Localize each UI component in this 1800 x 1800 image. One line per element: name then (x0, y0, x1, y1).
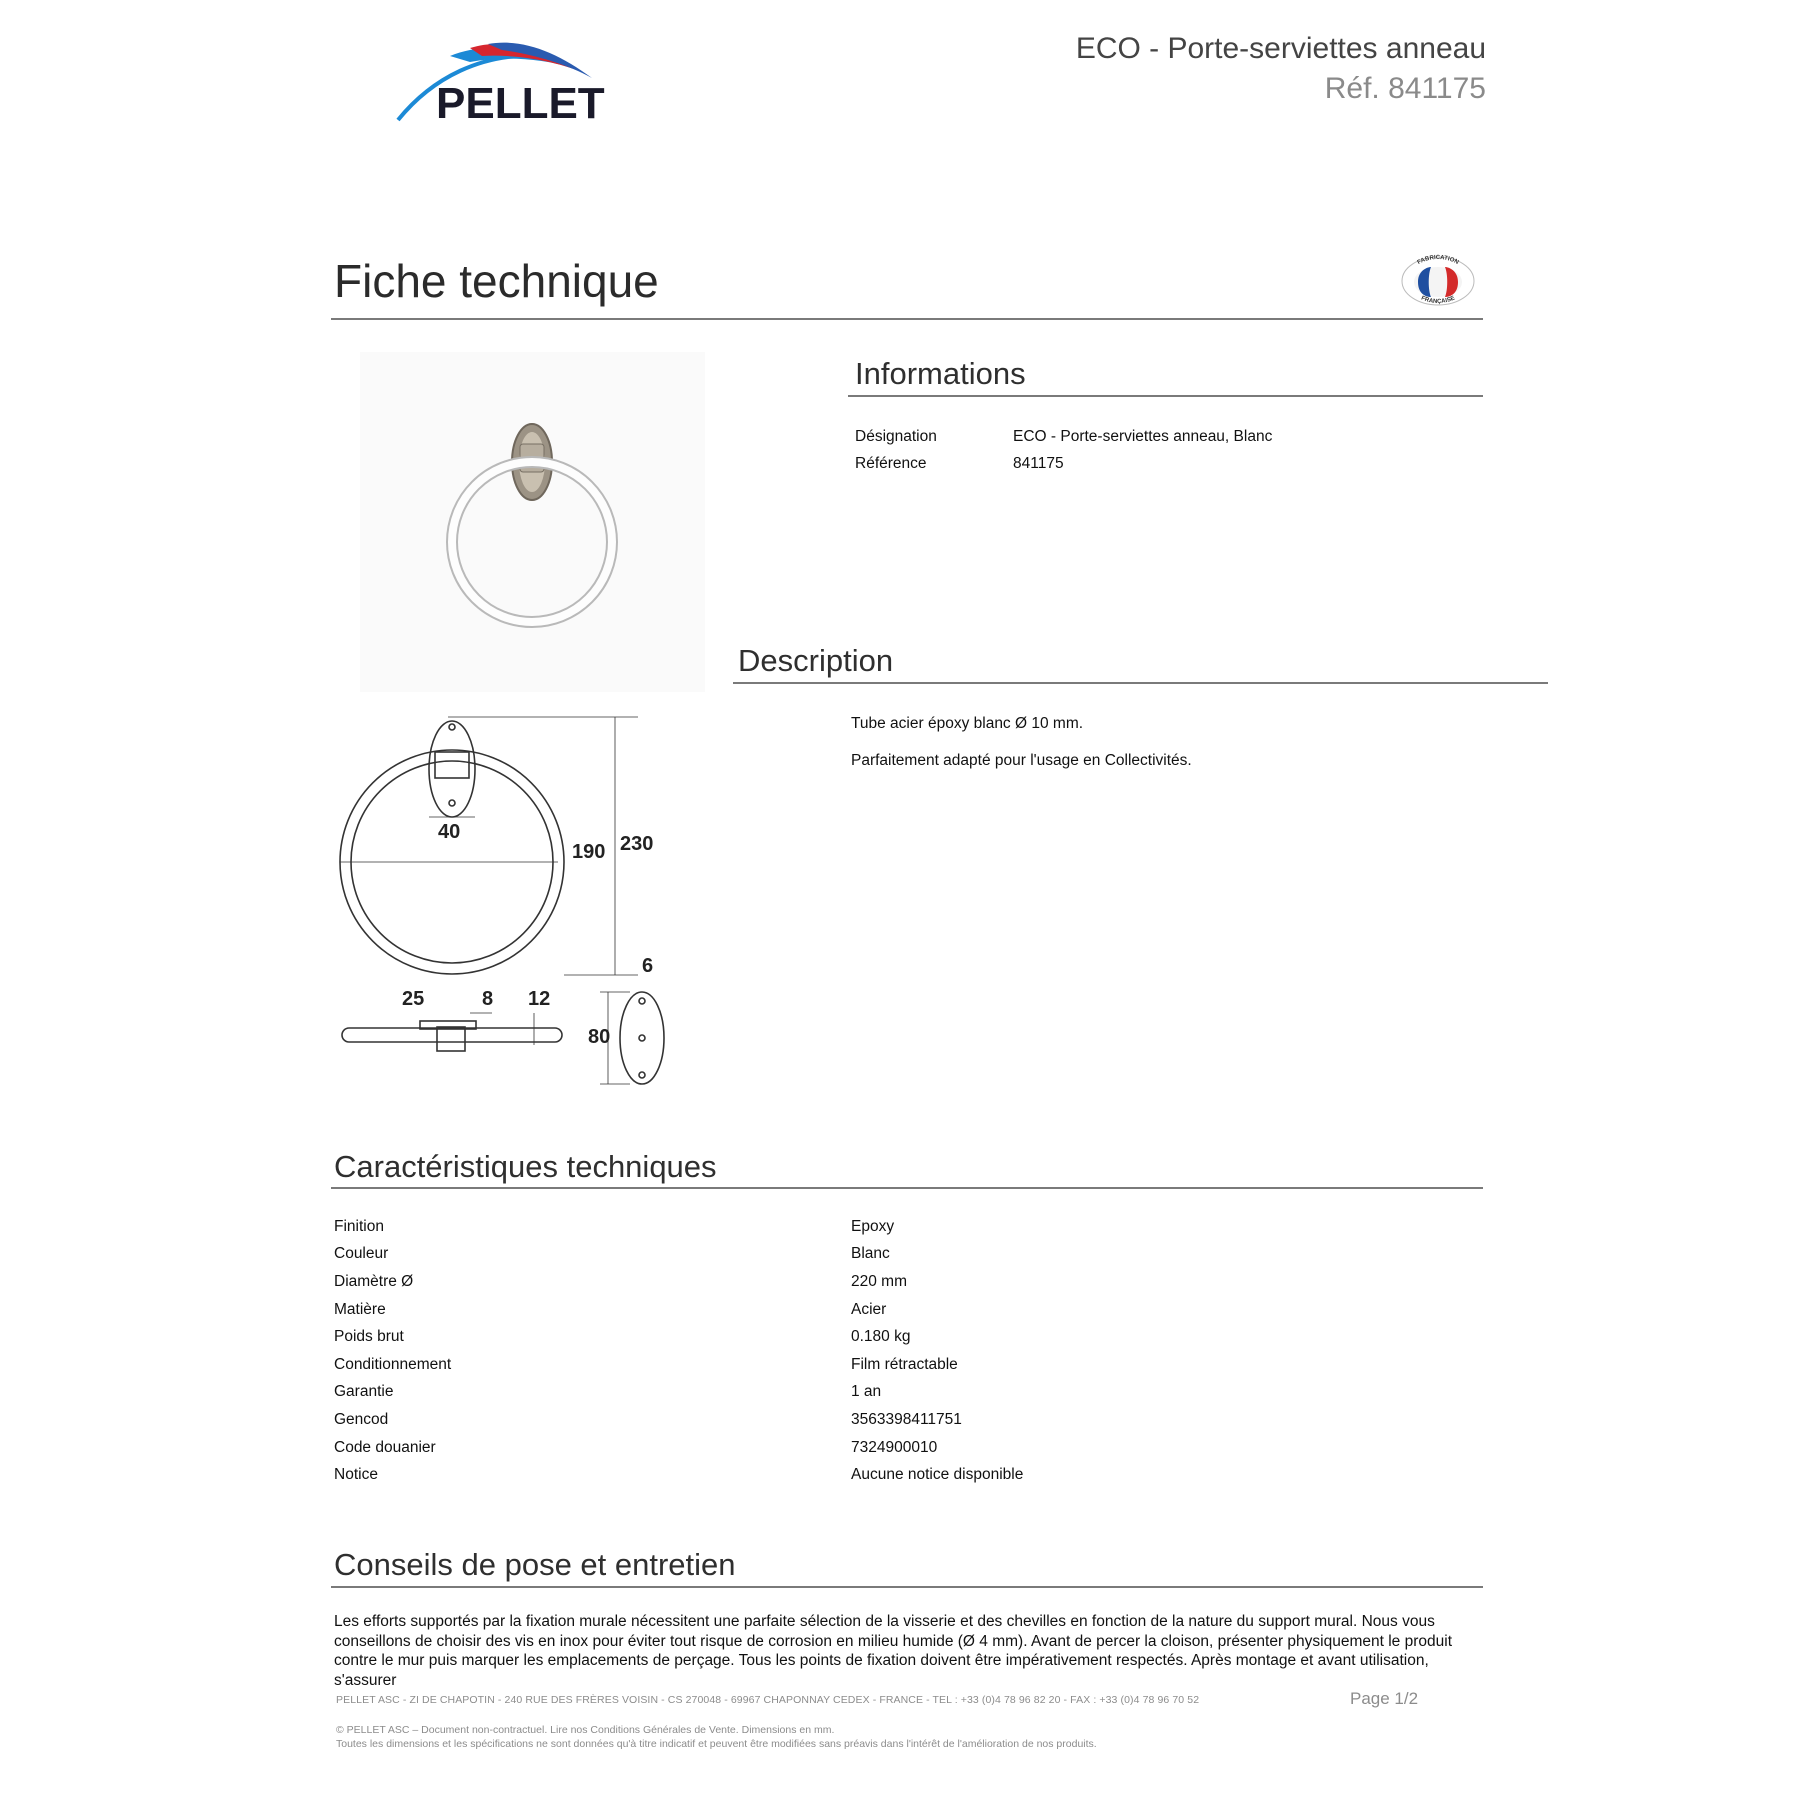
description-rule (733, 682, 1548, 684)
tech-row (334, 1461, 1023, 1489)
tech-row (334, 1434, 1023, 1462)
tech-label: Diamètre Ø (334, 1272, 414, 1290)
tech-value: 0.180 kg (851, 1328, 911, 1346)
info-row-reference (855, 451, 1272, 479)
tech-label: Conditionnement (334, 1355, 452, 1373)
tech-row (334, 1351, 1023, 1379)
tech-label: Notice (334, 1466, 378, 1484)
tech-label: Finition (334, 1217, 384, 1235)
tech-heading: Caractéristiques techniques (334, 1149, 717, 1184)
informations-table (855, 423, 1272, 478)
dim-6: 6 (642, 955, 654, 977)
dim-230: 230 (620, 833, 654, 855)
advice-text: Les efforts supportés par la fixation murale nécessitent une parfaite sélection de la visserie et des chevilles en fonction de la nature du support mural. Nous vous conseillons de choisir des vis en inox pour éviter tout risque de corrosion en milieu humide (Ø 4 mm). Avant de percer la cloison, présenter physiquement le produit contre le mur puis marquer les emplacements de perçage. Tous les points de fixation doivent être impérativement respectés. Après montage et avant utilisation, s'assurer (334, 1613, 1453, 1689)
info-value: ECO - Porte-serviettes anneau, Blanc (1013, 427, 1273, 445)
tech-label: Matière (334, 1300, 386, 1318)
description-line: Tube acier époxy blanc Ø 10 mm. (851, 715, 1084, 732)
product-photo (360, 352, 705, 692)
informations-heading: Informations (855, 356, 1026, 391)
info-label: Désignation (855, 427, 937, 445)
document-header (1076, 32, 1486, 106)
tech-value: 7324900010 (851, 1438, 938, 1456)
dim-190: 190 (572, 841, 606, 863)
tech-row (334, 1213, 1023, 1241)
tech-table (334, 1213, 1023, 1489)
logo-wordmark: PELLET (436, 79, 605, 128)
footer-disclaimer: Toutes les dimensions et les spécifications ne sont données qu'à titre indicatif et peuvent être modifiées sans préavis dans l'intérêt de l'amélioration de nos produits. (336, 1738, 1097, 1750)
tech-value: Film rétractable (851, 1355, 958, 1373)
tech-row (334, 1406, 1023, 1434)
svg-text:FRANÇAISE: FRANÇAISE (1420, 295, 1456, 306)
fabrication-francaise-badge (1398, 254, 1478, 308)
dim-80: 80 (588, 1026, 611, 1048)
tech-label: Poids brut (334, 1328, 404, 1346)
info-row-designation (855, 423, 1272, 451)
tech-value: 3563398411751 (851, 1410, 962, 1428)
tech-value: Aucune notice disponible (851, 1466, 1024, 1484)
title-rule (331, 318, 1483, 320)
product-reference: Réf. 841175 (1324, 72, 1486, 105)
pellet-logo (392, 38, 632, 128)
dim-8: 8 (482, 988, 494, 1010)
tech-label: Couleur (334, 1245, 389, 1263)
technical-drawing (330, 705, 670, 1100)
product-title: ECO - Porte-serviettes anneau (1075, 32, 1486, 65)
info-value: 841175 (1013, 455, 1064, 473)
page-number: Page 1/2 (1350, 1689, 1419, 1708)
tech-rule (331, 1187, 1483, 1189)
dim-12: 12 (528, 988, 551, 1010)
tech-row (334, 1379, 1023, 1407)
tech-value: Acier (851, 1300, 887, 1318)
description-line: Parfaitement adapté pour l'usage en Collectivités. (851, 752, 1192, 769)
tech-row (334, 1268, 1023, 1296)
advice-rule (331, 1586, 1483, 1588)
svg-text:FABRICATION: FABRICATION (1416, 254, 1460, 266)
footer-address: PELLET ASC - ZI DE CHAPOTIN - 240 RUE DES FRÈRES VOISIN - CS 270048 - 69967 CHAPONNAY CEDEX - FRANCE - TEL : +33 (0)4 78 96 82 20 - FAX : +33 (0)4 78 96 70 52 (336, 1694, 1200, 1706)
tech-value: Epoxy (851, 1217, 895, 1235)
dim-25: 25 (402, 988, 425, 1010)
tech-value: 1 an (851, 1383, 882, 1401)
tech-row (334, 1323, 1023, 1351)
tech-value: Blanc (851, 1245, 890, 1263)
footer-legal (336, 1723, 1097, 1751)
tech-label: Gencod (334, 1410, 389, 1428)
tech-value: 220 mm (851, 1272, 907, 1290)
page-title: Fiche technique (334, 255, 659, 307)
dim-40: 40 (438, 821, 461, 843)
description-heading: Description (738, 643, 894, 678)
info-label: Référence (855, 455, 927, 473)
tech-label: Garantie (334, 1383, 394, 1401)
informations-rule (848, 395, 1483, 397)
advice-heading: Conseils de pose et entretien (334, 1547, 736, 1582)
footer-copyright: © PELLET ASC – Document non-contractuel. Lire nos Conditions Générales de Vente. Dimensions en mm. (336, 1724, 835, 1736)
tech-row (334, 1241, 1023, 1269)
tech-label: Code douanier (334, 1438, 436, 1456)
tech-row (334, 1296, 1023, 1324)
